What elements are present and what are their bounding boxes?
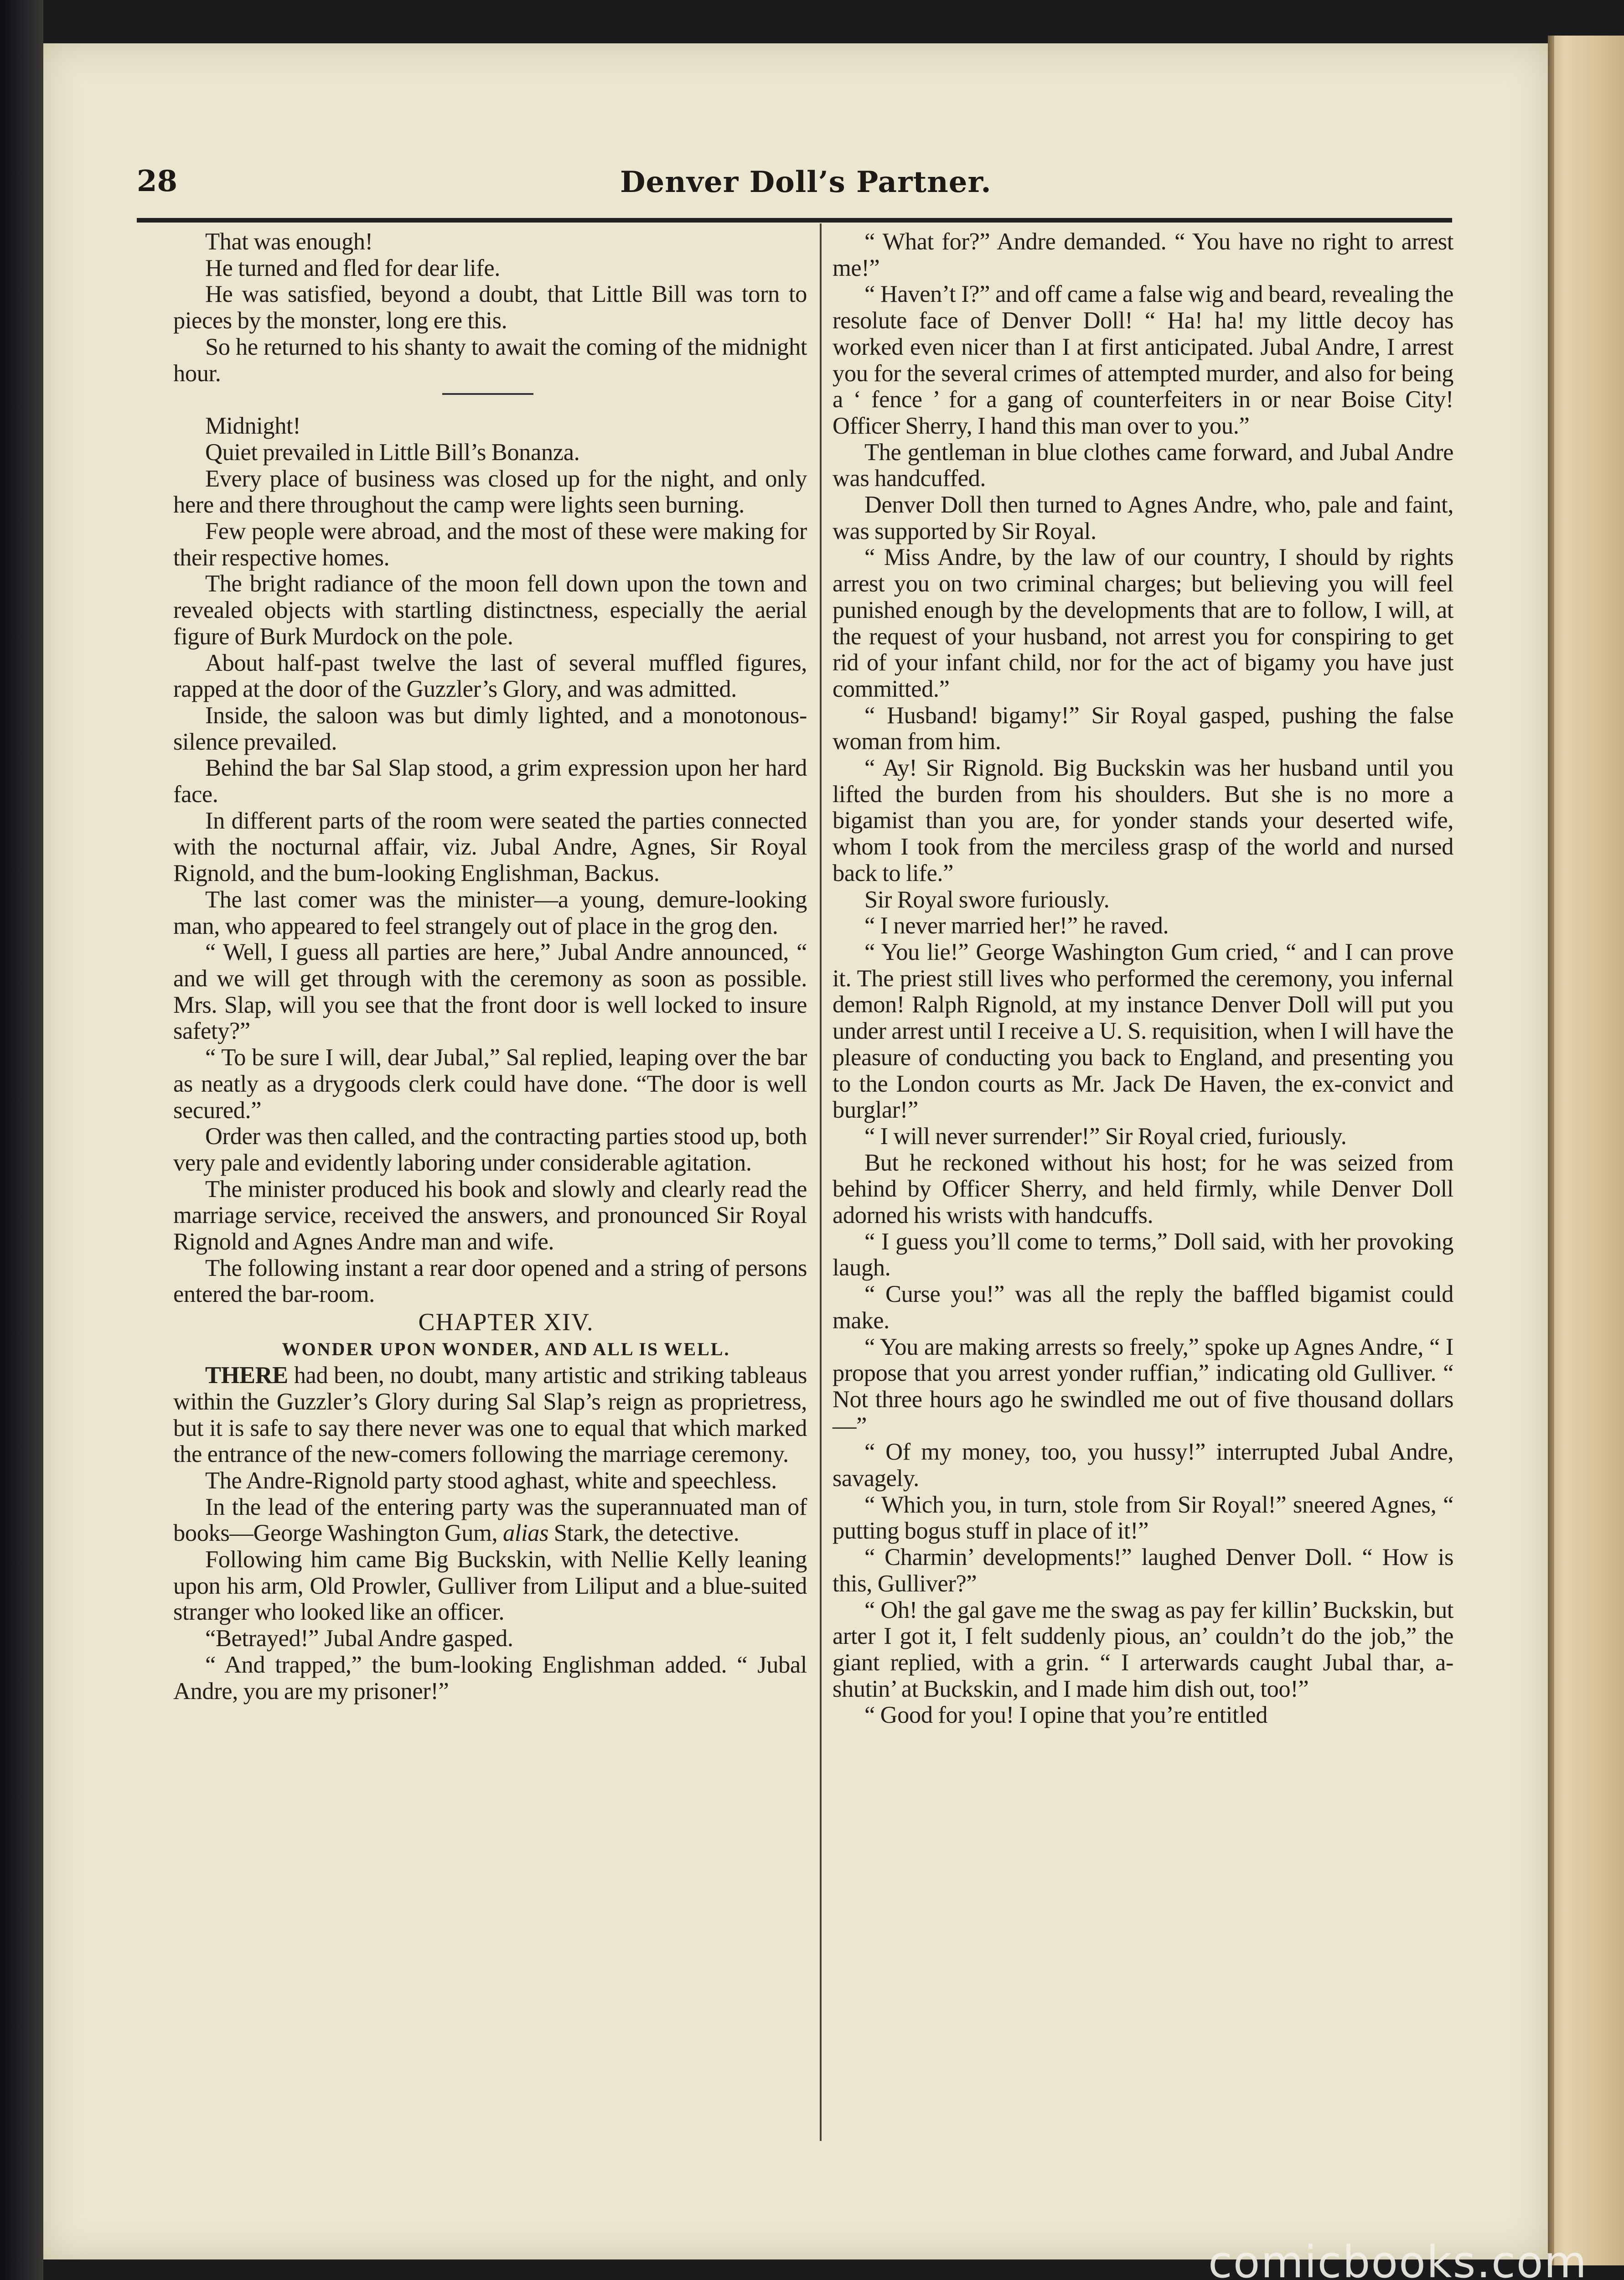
paragraph: The following instant a rear door opened and a string of persons entered the bar-room. bbox=[173, 1254, 807, 1308]
paragraph: In different parts of the room were seated the parties connected with the nocturnal affair, viz. Jubal Andre, Agnes, Sir Royal Rignold, and the bum-looking Englishman, Backus. bbox=[173, 807, 807, 887]
paragraph: “ You lie!” George Washington Gum cried, “ and I can prove it. The priest still lives who performed the ceremony, you infernal demon! Ralph Rignold, at my instance Denver Doll will put you under arrest until I receive a U. S. requisition, when I will have the pleasure of conducting you back to England, and presenting you to the London courts as Mr. Jack De Haven, the ex-convict and burglar!” bbox=[833, 938, 1453, 1124]
page-number: 28 bbox=[137, 164, 178, 198]
chapter-first-word: THERE bbox=[205, 1362, 288, 1389]
paragraph: So he returned to his shanty to await the coming of the midnight hour. bbox=[173, 333, 807, 387]
paragraph: Few people were abroad, and the most of these were making for their respective homes. bbox=[173, 518, 807, 571]
paragraph: “ You are making arrests so freely,” spoke up Agnes Andre, “ I propose that you arrest yonder ruffian,” indicating old Gulliver. “ Not three hours ago he swindled me out of five thousand dollars—” bbox=[833, 1333, 1453, 1439]
alias-word: alias bbox=[502, 1520, 549, 1547]
paragraph: “ Curse you!” was all the reply the baffled bigamist could make. bbox=[833, 1281, 1453, 1334]
paragraph: “ Well, I guess all parties are here,” Jubal Andre announced, “ and we will get through with the ceremony as soon as possible. Mrs. Slap, will you see that the front door is well locked to insure safety?” bbox=[173, 939, 807, 1045]
paragraph: He was satisfied, beyond a doubt, that Little Bill was torn to pieces by the monster, long ere this. bbox=[173, 281, 807, 334]
alias-para-before: In the lead of the entering party was the superannuated man of books—George Washington Gum, bbox=[173, 1493, 807, 1547]
scan-background-left bbox=[0, 0, 43, 2280]
paragraph: “ I will never surrender!” Sir Royal cried, furiously. bbox=[864, 1123, 1347, 1150]
chapter-subtitle: WONDER UPON WONDER, AND ALL IS WELL. bbox=[282, 1339, 730, 1360]
paragraph: The minister produced his book and slowly and clearly read the marriage service, received the answers, and pronounced Sir Royal Rignold and Agnes Andre man and wife. bbox=[173, 1176, 807, 1255]
right-column bbox=[833, 229, 1453, 1729]
paragraph: The last comer was the minister—a young, demure-looking man, who appeared to feel strangely out of place in the grog den. bbox=[173, 886, 807, 939]
paragraph: “ Which you, in turn, stole from Sir Royal!” sneered Agnes, “ putting bogus stuff in place of it!” bbox=[833, 1491, 1453, 1544]
header-rule bbox=[137, 218, 1452, 223]
running-title: Denver Doll’s Partner. bbox=[620, 165, 992, 199]
paragraph: But he reckoned without his host; for he was seized from behind by Officer Sherry, and held firmly, while Denver Doll adorned his wrists with handcuffs. bbox=[833, 1149, 1453, 1229]
paragraph: Inside, the saloon was but dimly lighted, and a monotonous-silence prevailed. bbox=[173, 702, 807, 755]
paragraph: “ To be sure I will, dear Jubal,” Sal replied, leaping over the bar as neatly as a drygoods clerk could have done. “The door is well secured.” bbox=[173, 1044, 807, 1124]
paragraph: “ Good for you! I opine that you’re entitled bbox=[864, 1702, 1268, 1729]
paragraph: Every place of business was closed up for the night, and only here and there throughout the camp were lights seen burning. bbox=[173, 465, 807, 518]
paragraph: That was enough! bbox=[205, 228, 373, 255]
page-fold bbox=[1548, 36, 1554, 2265]
paragraph: The Andre-Rignold party stood aghast, white and speechless. bbox=[205, 1467, 777, 1494]
paragraph: “ Of my money, too, you hussy!” interrupted Jubal Andre, savagely. bbox=[833, 1439, 1453, 1492]
alias-para-after: Stark, the detective. bbox=[548, 1520, 740, 1547]
left-column bbox=[173, 229, 807, 1705]
paragraph: “ I guess you’ll come to terms,” Doll said, with her provoking laugh. bbox=[833, 1228, 1453, 1281]
paragraph: He turned and fled for dear life. bbox=[205, 254, 500, 281]
paragraph: Order was then called, and the contracting parties stood up, both very pale and evidently laboring under considerable agitation. bbox=[173, 1123, 807, 1176]
chapter-first-para-rest: had been, no doubt, many artistic and striking tableaus within the Guzzler’s Glory during Sal Slap’s reign as proprietress, but it is safe to say there never was one to equal that which marked the entrance of the new-comers following the marriage ceremony. bbox=[173, 1362, 807, 1468]
paragraph: Behind the bar Sal Slap stood, a grim expression upon her hard face. bbox=[173, 755, 807, 808]
paragraph: Following him came Big Buckskin, with Nellie Kelly leaning upon his arm, Old Prowler, Gulliver from Liliput and a blue-suited stranger who looked like an officer. bbox=[173, 1546, 807, 1626]
chapter-heading: CHAPTER XIV. bbox=[418, 1308, 594, 1336]
paragraph: Midnight! bbox=[205, 413, 301, 440]
paragraph: The gentleman in blue clothes came forward, and Jubal Andre was handcuffed. bbox=[833, 439, 1453, 492]
adjacent-page-edge bbox=[1548, 36, 1624, 2265]
paragraph: About half-past twelve the last of several muffled figures, rapped at the door of the Guzzler’s Glory, and was admitted. bbox=[173, 649, 807, 703]
paragraph: “ Oh! the gal gave me the swag as pay fer killin’ Buckskin, but arter I got it, I felt suddenly pious, an’ couldn’t do the job,” the giant replied, with a grin. “ I arterwards caught Jubal thar, a-shutin’ at Buckskin, and I made him dish out, too!” bbox=[833, 1596, 1453, 1702]
paragraph: “ Ay! Sir Rignold. Big Buckskin was her husband until you lifted the burden from his shoulders. But she is no more a bigamist than you are, for yonder stands your deserted wife, whom I took from the merciless grasp of the world and nursed back to life.” bbox=[833, 755, 1453, 886]
page-header bbox=[137, 161, 1452, 211]
paragraph: “ I never married her!” he raved. bbox=[864, 912, 1169, 939]
paragraph bbox=[173, 1494, 807, 1547]
column-divider bbox=[820, 223, 822, 2141]
paragraph: “ And trapped,” the bum-looking Englishman added. “ Jubal Andre, you are my prisoner!” bbox=[173, 1651, 807, 1705]
paragraph: The bright radiance of the moon fell down upon the town and revealed objects with startling distinctness, especially the aerial figure of Burk Murdock on the pole. bbox=[173, 570, 807, 650]
paragraph: “ What for?” Andre demanded. “ You have no right to arrest me!” bbox=[833, 228, 1453, 281]
paragraph: Denver Doll then turned to Agnes Andre, who, pale and faint, was supported by Sir Royal. bbox=[833, 492, 1453, 544]
paragraph: Quiet prevailed in Little Bill’s Bonanza. bbox=[205, 439, 580, 466]
paragraph: “ Husband! bigamy!” Sir Royal gasped, pushing the false woman from him. bbox=[833, 702, 1453, 755]
watermark: comicbooks.com bbox=[1208, 2237, 1588, 2280]
paragraph: “ Haven’t I?” and off came a false wig and beard, revealing the resolute face of Denver Doll! “ Ha! ha! my little decoy has worked even nicer than I at first anticipated. Jubal Andre, I arrest you for the several crimes of attempted murder, and also for being a ‘ fence ’ for a gang of counterfeiters in or near Boise City! Officer Sherry, I hand this man over to you.” bbox=[833, 281, 1453, 439]
paragraph: “Betrayed!” Jubal Andre gasped. bbox=[205, 1625, 513, 1652]
paragraph: “ Miss Andre, by the law of our country, I should by rights arrest you on two criminal charges; but believing you will feel punished enough by the developments that are to follow, I will, at the request of your husband, not arrest you for conspiring to get rid of your infant child, nor for the act of bigamy you have just committed.” bbox=[833, 544, 1453, 702]
paragraph: “ Charmin’ developments!” laughed Denver Doll. “ How is this, Gulliver?” bbox=[833, 1544, 1453, 1597]
section-break bbox=[442, 393, 533, 395]
chapter-opening-paragraph bbox=[173, 1363, 807, 1468]
paragraph: Sir Royal swore furiously. bbox=[864, 886, 1110, 913]
